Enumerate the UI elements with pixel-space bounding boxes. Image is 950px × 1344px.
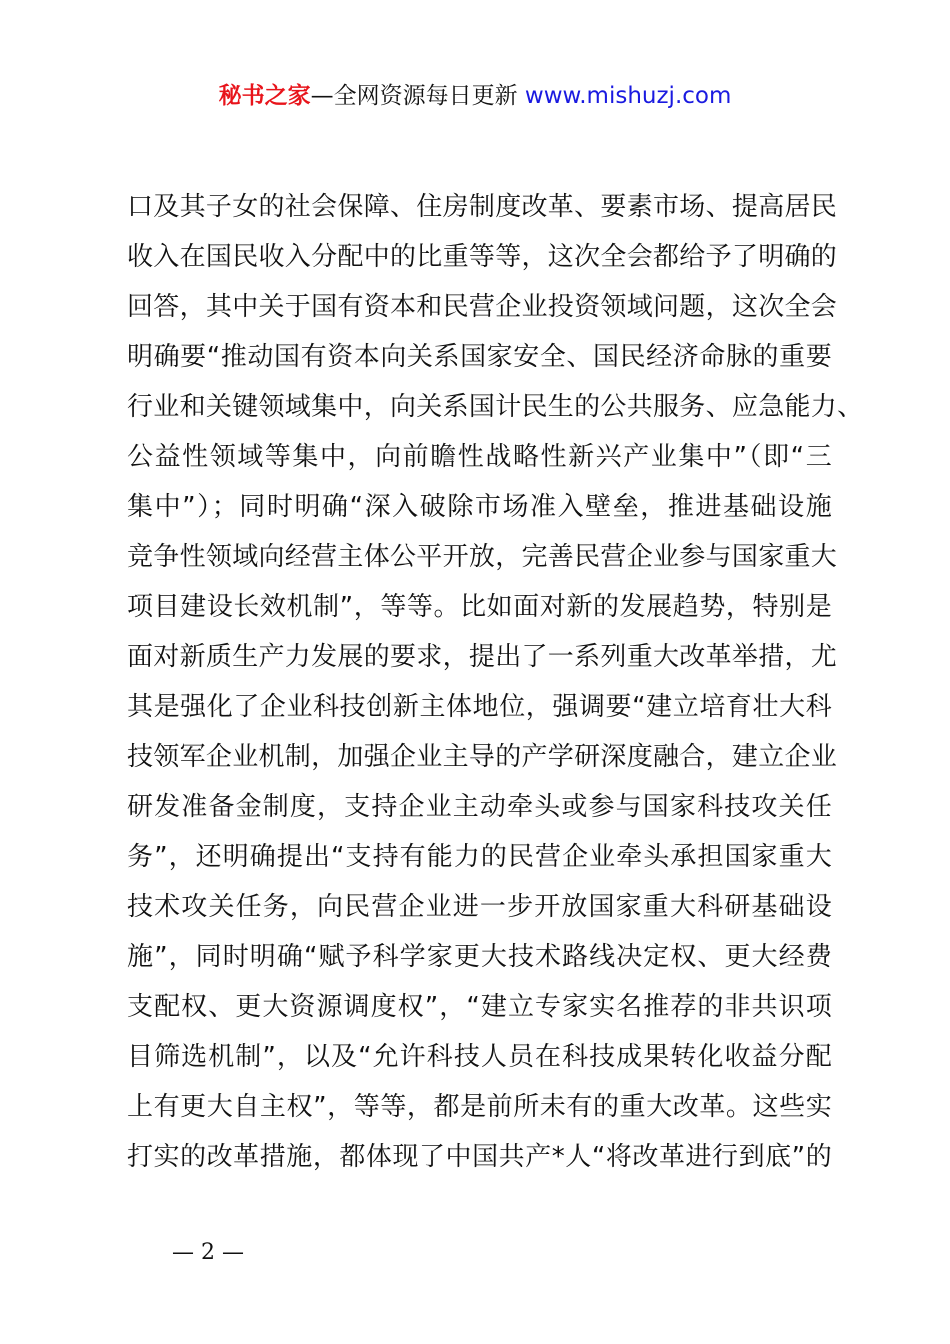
body-line: 研发准备金制度，支持企业主动牵头或参与国家科技攻关任 — [127, 792, 832, 822]
page-header — [0, 78, 950, 114]
body-line: 技领军企业机制，加强企业主导的产学研深度融合，建立企业 — [127, 742, 838, 772]
body-line: 务”，还明确提出“支持有能力的民营企业牵头承担国家重大 — [127, 842, 832, 872]
body-line: 打实的改革措施，都体现了中国共产*人“将改革进行到底”的 — [127, 1142, 832, 1172]
document-body — [127, 182, 864, 1182]
body-line: 收入在国民收入分配中的比重等等，这次全会都给予了明确的 — [127, 242, 838, 272]
body-line: 公益性领域等集中，向前瞻性战略性新兴产业集中”（即“三 — [127, 442, 832, 472]
body-line: 回答，其中关于国有资本和民营企业投资领域问题，这次全会 — [127, 292, 838, 322]
body-line: 支配权、更大资源调度权”，“建立专家实名推荐的非共识项 — [127, 992, 832, 1022]
body-line: 行业和关键领域集中，向关系国计民生的公共服务、应急能力、 — [127, 392, 864, 422]
body-line: 技术攻关任务，向民营企业进一步开放国家重大科研基础设 — [127, 892, 832, 922]
body-line: 其是强化了企业科技创新主体地位，强调要“建立培育壮大科 — [127, 692, 832, 722]
site-url-link[interactable]: www.mishuzj.com — [524, 83, 732, 109]
body-line: 面对新质生产力发展的要求，提出了一系列重大改革举措，尤 — [127, 642, 838, 672]
header-separator: — — [310, 83, 334, 109]
body-line: 竞争性领域向经营主体公平开放，完善民营企业参与国家重大 — [127, 542, 838, 572]
body-line: 上有更大自主权”，等等，都是前所未有的重大改革。这些实 — [127, 1092, 832, 1122]
body-line: 明确要“推动国有资本向关系国家安全、国民经济命脉的重要 — [127, 342, 832, 372]
page-number: — 2 — — [172, 1240, 244, 1265]
body-line: 集中”）；同时明确“深入破除市场准入壁垒，推进基础设施 — [127, 492, 832, 522]
body-line: 口及其子女的社会保障、住房制度改革、要素市场、提高居民 — [127, 192, 838, 222]
site-brand: 秘书之家 — [218, 83, 311, 109]
body-line: 项目建设长效机制”，等等。比如面对新的发展趋势，特别是 — [127, 592, 832, 622]
body-line: 施”，同时明确“赋予科学家更大技术路线决定权、更大经费 — [127, 942, 832, 972]
header-tagline: 全网资源每日更新 — [333, 83, 518, 109]
body-line: 目筛选机制”，以及“允许科技人员在科技成果转化收益分配 — [127, 1042, 832, 1072]
